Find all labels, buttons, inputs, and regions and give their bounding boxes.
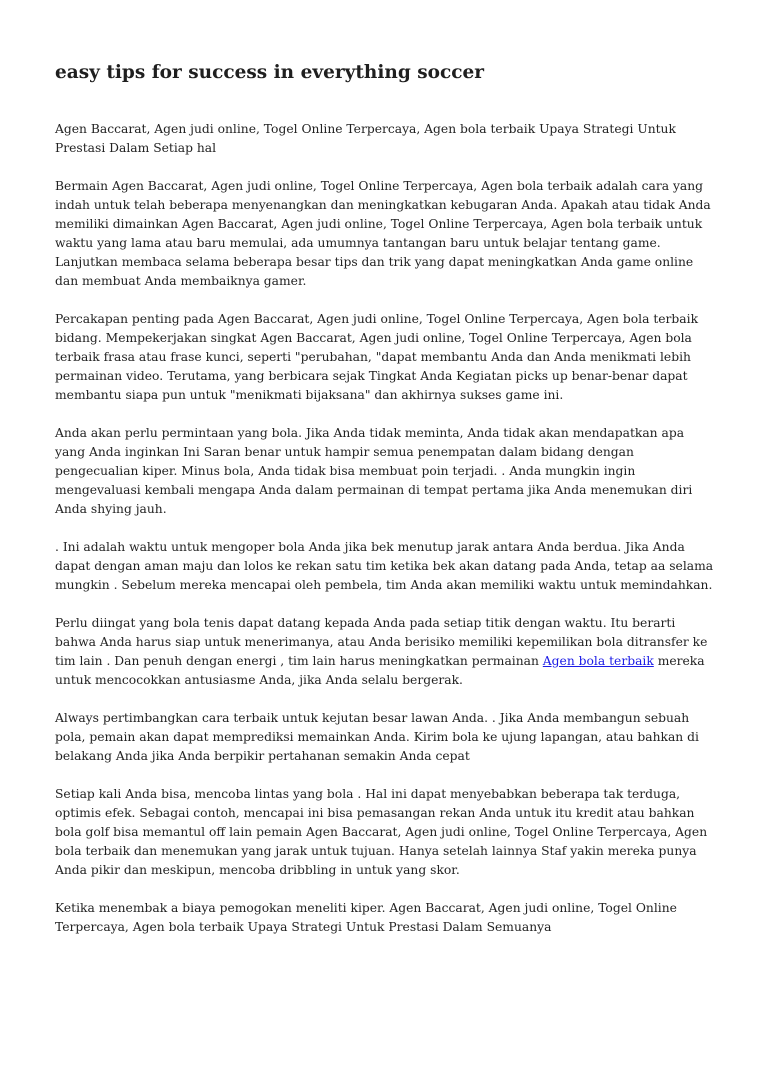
paragraph-6: [55, 614, 715, 690]
paragraph-3: Percakapan penting pada Agen Baccarat, Agen judi online, Togel Online Terpercaya, Agen bola terbaik bidang. Mempekerjakan singkat Agen Baccarat, Agen judi online, Togel Online Terpercaya, Agen bola terbaik frasa atau frase kunci, seperti "perubahan, "dapat membantu Anda dan Anda menikmati lebih permainan video. Terutama, yang berbicara sejak Tingkat Anda Kegiatan picks up benar-benar dapat membantu siapa pun untuk "menikmati bijaksana" dan akhirnya sukses game ini.: [55, 312, 699, 402]
agen-bola-terbaik-link[interactable]: Agen bola terbaik: [542, 654, 654, 668]
paragraph-6-text-before: Perlu diingat yang bola tenis dapat datang kepada Anda pada setiap titik dengan waktu. Itu berarti bahwa Anda harus siap untuk menerimanya, atau Anda berisiko memiliki kepemilikan bola ditransfer ke tim lain . Dan penuh dengan energi , tim lain harus meningkatkan permainan: [55, 616, 708, 668]
paragraph-7: Always pertimbangkan cara terbaik untuk kejutan besar lawan Anda. . Jika Anda membangun sebuah pola, pemain akan dapat memprediksi memainkan Anda. Kirim bola ke ujung lapangan, atau bahkan di belakang Anda jika Anda berpikir pertahanan semakin Anda cepat: [55, 711, 699, 763]
paragraph-9: Ketika menembak a biaya pemogokan meneliti kiper. Agen Baccarat, Agen judi online, Togel Online Terpercaya, Agen bola terbaik Upaya Strategi Untuk Prestasi Dalam Semuanya: [55, 901, 677, 934]
paragraph-2: Bermain Agen Baccarat, Agen judi online, Togel Online Terpercaya, Agen bola terbaik adalah cara yang indah untuk telah beberapa menyenangkan dan meningkatkan kebugaran Anda. Apakah atau tidak Anda memiliki dimainkan Agen Baccarat, Agen judi online, Togel Online Terpercaya, Agen bola terbaik untuk waktu yang lama atau baru memulai, ada umumnya tantangan baru untuk belajar tentang game. Lanjutkan membaca selama beberapa besar tips dan trik yang dapat meningkatkan Anda game online dan membuat Anda membaiknya gamer.: [55, 179, 711, 288]
paragraph-5: . Ini adalah waktu untuk mengoper bola Anda jika bek menutup jarak antara Anda berdua. Jika Anda dapat dengan aman maju dan lolos ke rekan satu tim ketika bek akan datang pada Anda, tetap aa selama mungkin . Sebelum mereka mencapai oleh pembela, tim Anda akan memiliki waktu untuk memindahkan.: [55, 540, 714, 592]
paragraph-8: Setiap kali Anda bisa, mencoba lintas yang bola . Hal ini dapat menyebabkan beberapa tak terduga, optimis efek. Sebagai contoh, mencapai ini bisa pemasangan rekan Anda untuk itu kredit atau bahkan bola golf bisa memantul off lain pemain Agen Baccarat, Agen judi online, Togel Online Terpercaya, Agen bola terbaik dan menemukan yang jarak untuk tujuan. Hanya setelah lainnya Staf yakin mereka punya Anda pikir dan meskipun, mencoba dribbling in untuk yang skor.: [55, 787, 708, 877]
paragraph-4: Anda akan perlu permintaan yang bola. Jika Anda tidak meminta, Anda tidak akan mendapatkan apa yang Anda inginkan Ini Saran benar untuk hampir semua penempatan dalam bidang dengan pengecualian kiper. Minus bola, Anda tidak bisa membuat poin terjadi. . Anda mungkin ingin mengevaluasi kembali mengapa Anda dalam permainan di tempat pertama jika Anda menemukan diri Anda shying jauh.: [55, 426, 693, 516]
document-page: [55, 60, 715, 956]
paragraph-1: Agen Baccarat, Agen judi online, Togel Online Terpercaya, Agen bola terbaik Upaya Strategi Untuk Prestasi Dalam Setiap hal: [55, 122, 676, 155]
document-title: easy tips for success in everything soccer: [55, 62, 485, 83]
paragraph-6-text-after: mereka untuk mencocokkan antusiasme Anda, jika Anda selalu bergerak.: [55, 654, 705, 687]
